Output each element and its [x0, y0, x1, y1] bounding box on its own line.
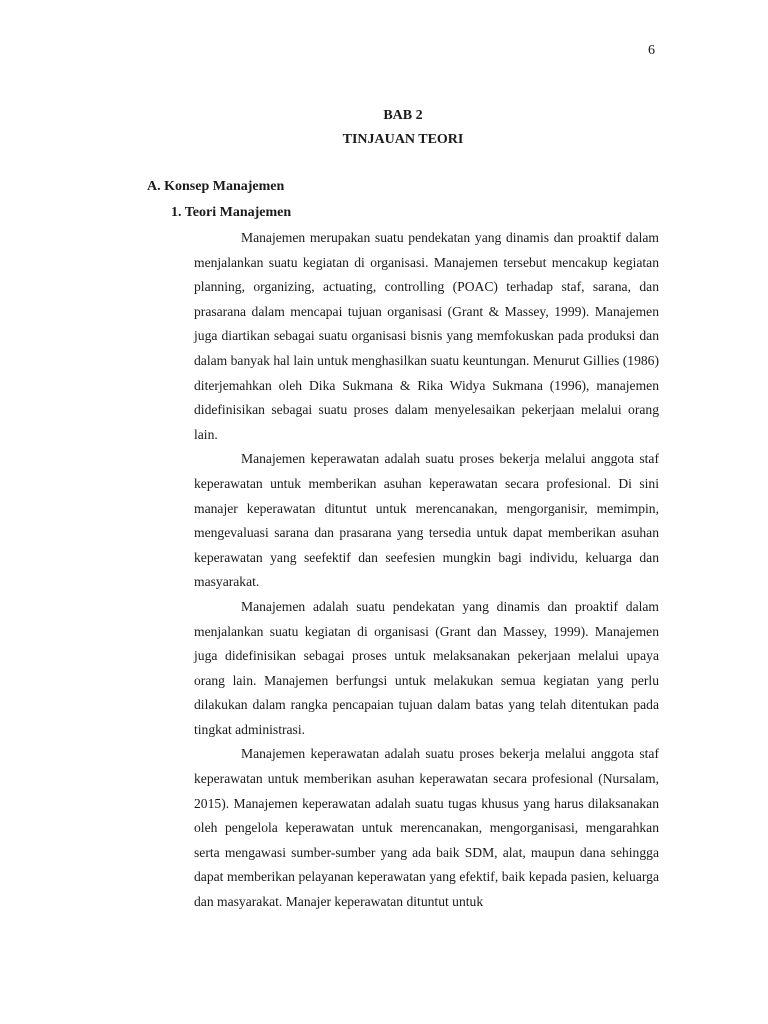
paragraph: Manajemen keperawatan adalah suatu proses bekerja melalui anggota staf keperawatan untuk memberikan asuhan keperawatan secara profesional. Di sini manajer keperawatan dituntut untuk merencanakan, mengorganisir, memimpin, mengevaluasi sarana dan prasarana yang tersedia untuk dapat memberikan asuhan keperawatan yang seefektif dan seefesien mungkin bagi individu, keluarga dan masyarakat.: [194, 451, 659, 590]
paragraph: Manajemen keperawatan adalah suatu proses bekerja melalui anggota staf keperawatan untuk memberikan asuhan keperawatan secara profesional (Nursalam, 2015). Manajemen keperawatan adalah suatu tugas khusus yang harus dilaksanakan oleh pengelola keperawatan untuk merencanakan, mengorganisasi, mengarahkan serta mengawasi sumber-sumber yang ada baik SDM, alat, maupun dana sehingga dapat memberikan pelayanan keperawatan yang efektif, baik kepada pasien, keluarga dan masyarakat. Manajer keperawatan dituntut untuk: [194, 746, 659, 910]
paragraph: Manajemen merupakan suatu pendekatan yang dinamis dan proaktif dalam menjalankan suatu kegiatan di organisasi. Manajemen tersebut mencakup kegiatan planning, organizing, actuating, controlling (POAC) terhadap staf, sarana, dan prasarana dalam mencapai tujuan organisasi (Grant & Massey, 1999). Manajemen juga diartikan sebagai suatu organisasi bisnis yang memfokuskan pada produksi dan dalam banyak hal lain untuk menghasilkan suatu keuntungan. Menurut Gillies (1986) diterjemahkan oleh Dika Sukmana & Rika Widya Sukmana (1996), manajemen didefinisikan sebagai suatu proses dalam menyelesaikan pekerjaan melalui orang lain.: [194, 230, 659, 442]
body-text: [194, 226, 659, 915]
section-heading: A. Konsep Manajemen: [147, 179, 285, 194]
subsection-heading: 1. Teori Manajemen: [171, 205, 292, 220]
chapter-label: BAB 2: [383, 108, 423, 123]
chapter-title: TINJAUAN TEORI: [342, 132, 464, 147]
paragraph: Manajemen adalah suatu pendekatan yang dinamis dan proaktif dalam menjalankan suatu kegiatan di organisasi (Grant dan Massey, 1999). Manajemen juga didefinisikan sebagai proses untuk melaksanakan pekerjaan melalui upaya orang lain. Manajemen berfungsi untuk melakukan semua kegiatan yang perlu dilakukan dalam rangka pencapaian tujuan dalam batas yang telah ditentukan pada tingkat administrasi.: [194, 598, 659, 737]
page-number: 6: [648, 43, 655, 58]
chapter-heading: [147, 104, 659, 152]
